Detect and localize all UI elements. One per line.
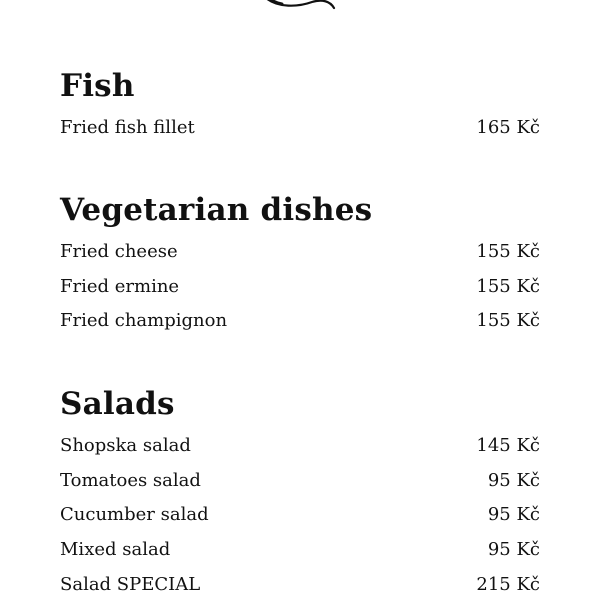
menu-section-fish	[60, 66, 540, 145]
menu-item	[60, 269, 540, 304]
item-name: Fried fish fillet	[60, 116, 195, 138]
item-price: 145 Kč	[476, 434, 540, 456]
item-name: Mixed salad	[60, 538, 171, 560]
menu-item	[60, 497, 540, 532]
menu-item	[60, 567, 540, 601]
menu-section-salads	[60, 384, 540, 601]
menu-item	[60, 234, 540, 269]
item-price: 215 Kč	[476, 573, 540, 595]
item-price: 95 Kč	[487, 538, 540, 560]
item-price: 95 Kč	[487, 504, 540, 526]
menu-item	[60, 532, 540, 567]
menu-item	[60, 463, 540, 498]
item-name: Salad SPECIAL	[60, 573, 201, 595]
item-name: Fried ermine	[60, 275, 180, 297]
item-name: Fried champignon	[60, 310, 228, 332]
item-price: 165 Kč	[476, 116, 540, 138]
item-price: 155 Kč	[476, 310, 540, 332]
section-title: Fish	[60, 68, 135, 104]
item-name: Cucumber salad	[60, 504, 209, 526]
item-name: Shopska salad	[60, 434, 191, 456]
section-title: Salads	[60, 386, 175, 422]
item-price: 155 Kč	[476, 240, 540, 262]
item-list	[60, 428, 540, 601]
menu-item	[60, 428, 540, 463]
item-price: 95 Kč	[487, 469, 540, 491]
menu-item	[60, 110, 540, 145]
menu-section-vegetarian	[60, 190, 540, 338]
decorative-flourish-icon	[262, 0, 338, 16]
item-list	[60, 110, 540, 145]
item-name: Tomatoes salad	[60, 469, 201, 491]
item-price: 155 Kč	[476, 275, 540, 297]
item-list	[60, 234, 540, 338]
section-title: Vegetarian dishes	[60, 192, 373, 228]
item-name: Fried cheese	[60, 240, 178, 262]
menu-item	[60, 303, 540, 338]
